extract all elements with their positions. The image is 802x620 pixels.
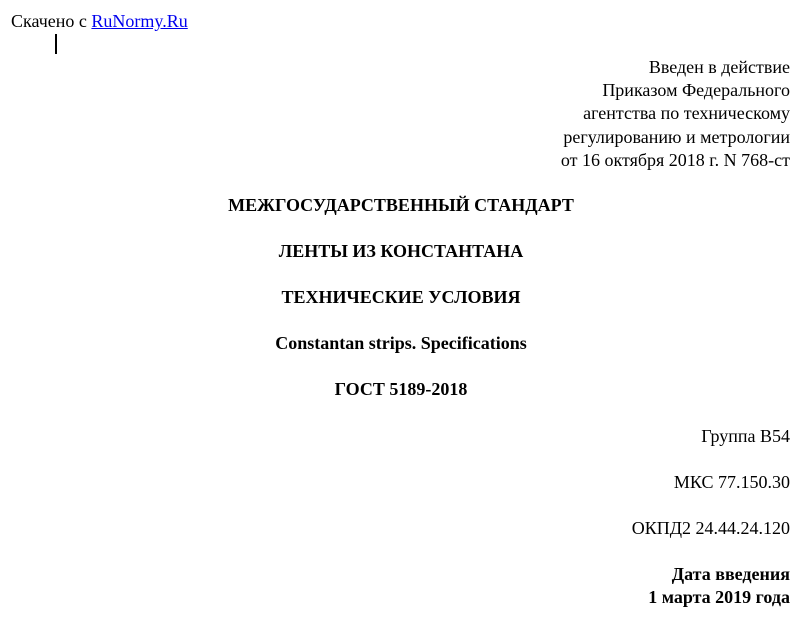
standard-subtitle-heading: ТЕХНИЧЕСКИЕ УСЛОВИЯ (281, 287, 521, 307)
group-code: Группа В54 (701, 426, 790, 446)
gost-designation: ГОСТ 5189-2018 (334, 379, 468, 399)
standard-type-heading: МЕЖГОСУДАРСТВЕННЫЙ СТАНДАРТ (228, 195, 574, 215)
text-cursor (55, 34, 57, 54)
enactment-note (561, 56, 790, 172)
enactment-line: агентства по техническому (583, 103, 790, 124)
mks-code: МКС 77.150.30 (673, 472, 790, 492)
enactment-line: Введен в действие (648, 57, 790, 77)
effective-date-label: Дата введения (671, 564, 790, 584)
okpd2-code: ОКПД2 24.44.24.120 (631, 518, 790, 538)
enactment-line: от 16 октября 2018 г. N 768-ст (560, 149, 790, 170)
english-title: Constantan strips. Specifications (275, 333, 527, 353)
effective-date-value: 1 марта 2019 года (648, 587, 790, 607)
enactment-line: регулированию и метрологии (563, 126, 790, 147)
standard-name-heading: ЛЕНТЫ ИЗ КОНСТАНТАНА (278, 241, 524, 261)
download-source-line (11, 9, 188, 33)
download-prefix: Скачено с (11, 11, 87, 31)
enactment-line: Приказом Федерального (602, 80, 790, 101)
runormy-link[interactable]: RuNormy.Ru (91, 11, 188, 31)
